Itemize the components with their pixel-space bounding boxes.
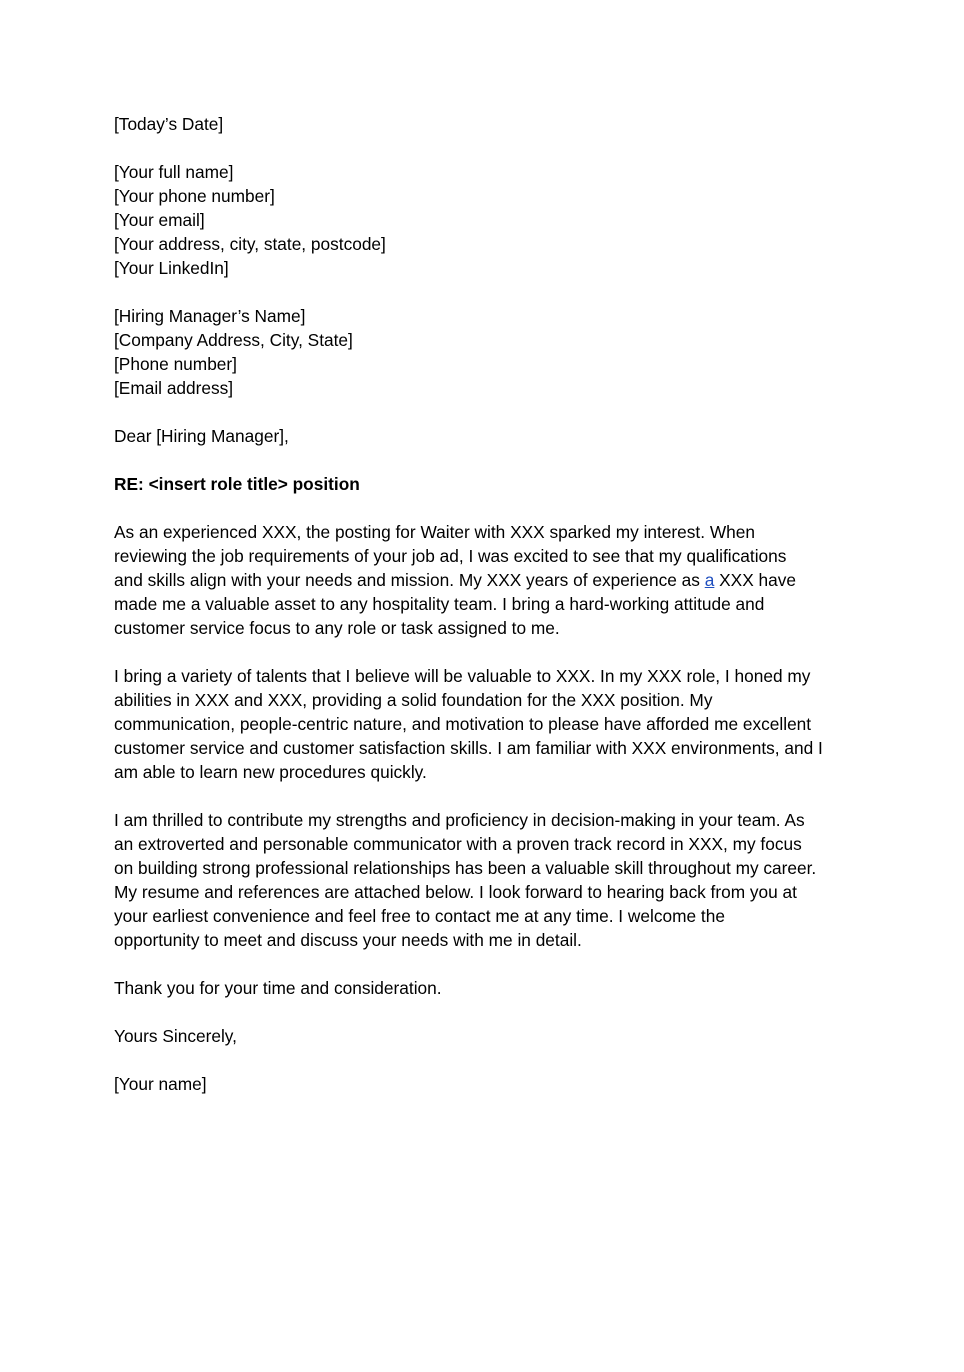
date-line: [Today’s Date] bbox=[114, 114, 224, 134]
underlined-word: a bbox=[704, 570, 715, 590]
spacer bbox=[114, 1000, 858, 1024]
salutation: Dear [Hiring Manager], bbox=[114, 426, 289, 446]
recipient-name: [Hiring Manager’s Name] bbox=[114, 306, 306, 326]
letter-body bbox=[114, 112, 858, 1096]
recipient-address: [Company Address, City, State] bbox=[114, 330, 353, 350]
recipient-block bbox=[114, 304, 858, 400]
paragraph-line: opportunity to meet and discuss your needs with me in detail. bbox=[114, 930, 582, 950]
spacer bbox=[114, 136, 858, 160]
signature-name: [Your name] bbox=[114, 1074, 207, 1094]
spacer bbox=[114, 280, 858, 304]
paragraph-line: customer service focus to any role or task assigned to me. bbox=[114, 618, 560, 638]
paragraph-line: I am thrilled to contribute my strengths and proficiency in decision-making in your team. As bbox=[114, 810, 805, 830]
paragraph-line: My resume and references are attached below. I look forward to hearing back from you at bbox=[114, 882, 797, 902]
text-run: and skills align with your needs and mission. My XXX years of experience as bbox=[114, 570, 705, 590]
sender-linkedin: [Your LinkedIn] bbox=[114, 258, 229, 278]
paragraph-2 bbox=[114, 664, 858, 784]
paragraph-line: an extroverted and personable communicator with a proven track record in XXX, my focus bbox=[114, 834, 802, 854]
sender-full-name: [Your full name] bbox=[114, 162, 234, 182]
spacer bbox=[114, 952, 858, 976]
paragraph-line: As an experienced XXX, the posting for Waiter with XXX sparked my interest. When bbox=[114, 522, 755, 542]
paragraph-line: made me a valuable asset to any hospitality team. I bring a hard-working attitude and bbox=[114, 594, 765, 614]
sender-phone: [Your phone number] bbox=[114, 186, 275, 206]
paragraph-line: communication, people-centric nature, and motivation to please have afforded me excellent bbox=[114, 714, 812, 734]
spacer bbox=[114, 640, 858, 664]
text-run: XXX have bbox=[714, 570, 797, 590]
spacer bbox=[114, 784, 858, 808]
sender-address: [Your address, city, state, postcode] bbox=[114, 234, 386, 254]
spacer bbox=[114, 400, 858, 424]
paragraph-line: on building strong professional relationships has been a valuable skill throughout my career. bbox=[114, 858, 817, 878]
paragraph-3 bbox=[114, 808, 858, 952]
thanks-line: Thank you for your time and consideration. bbox=[114, 978, 442, 998]
spacer bbox=[114, 448, 858, 472]
subject-line: RE: <insert role title> position bbox=[114, 474, 360, 494]
paragraph-1 bbox=[114, 520, 858, 640]
paragraph-line: I bring a variety of talents that I believe will be valuable to XXX. In my XXX role, I honed my bbox=[114, 666, 811, 686]
paragraph-line: abilities in XXX and XXX, providing a solid foundation for the XXX position. My bbox=[114, 690, 713, 710]
sender-email: [Your email] bbox=[114, 210, 205, 230]
spacer bbox=[114, 496, 858, 520]
sender-block bbox=[114, 160, 858, 280]
recipient-email: [Email address] bbox=[114, 378, 234, 398]
paragraph-line: reviewing the job requirements of your job ad, I was excited to see that my qualifications bbox=[114, 546, 787, 566]
recipient-phone: [Phone number] bbox=[114, 354, 237, 374]
paragraph-line bbox=[114, 568, 858, 592]
paragraph-line: customer service and customer satisfaction skills. I am familiar with XXX environments, and I bbox=[114, 738, 823, 758]
paragraph-line: your earliest convenience and feel free to contact me at any time. I welcome the bbox=[114, 906, 725, 926]
paragraph-line: am able to learn new procedures quickly. bbox=[114, 762, 427, 782]
spacer bbox=[114, 1048, 858, 1072]
closing-line: Yours Sincerely, bbox=[114, 1026, 237, 1046]
